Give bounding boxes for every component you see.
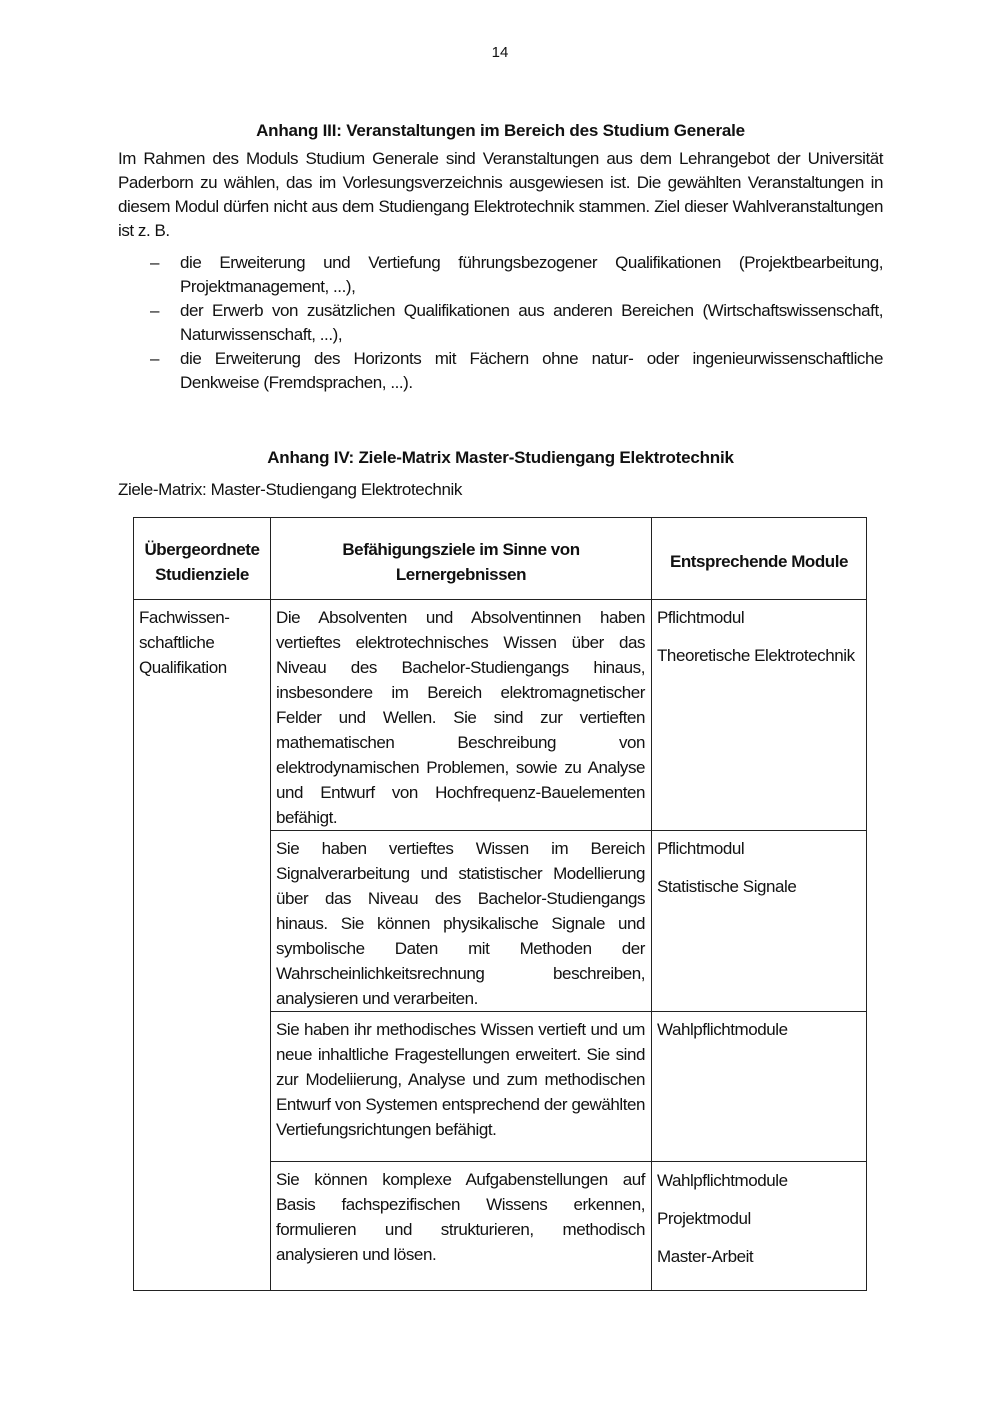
module-name: Theoretische Elektrotechnik	[657, 646, 855, 665]
modules-cell	[652, 600, 867, 831]
page-number: 14	[491, 44, 509, 61]
list-item-text: die Erweiterung und Vertiefung führungsbezogener Qualifikationen (Projektbearbeitung, Projektmanagement, ...),	[180, 253, 883, 296]
list-item	[118, 299, 883, 347]
list-item	[118, 347, 883, 395]
matrix-subtitle: Ziele-Matrix: Master-Studiengang Elektrotechnik	[118, 480, 463, 499]
modules-cell	[652, 1012, 867, 1162]
anhang-3-paragraph: Im Rahmen des Moduls Studium Generale sind Veranstaltungen aus dem Lehrangebot der Universität Paderborn zu wählen, das im Vorlesungsverzeichnis ausgewiesen ist. Die gewählten Veranstaltungen in diesem Modul dürfen nicht aus dem Studiengang Elektrotechnik stammen. Ziel dieser Wahlveranstaltungen ist z. B.	[118, 149, 883, 240]
module-name: Projektmodul	[657, 1209, 751, 1228]
module-name: Wahlpflichtmodule	[657, 1171, 788, 1190]
module-name: Statistische Signale	[657, 877, 797, 896]
header-studienziele: Übergeordnete Studienziele	[134, 518, 271, 600]
anhang-4-heading: Anhang IV: Ziele-Matrix Master-Studiengang Elektrotechnik	[267, 448, 734, 467]
list-item-text: die Erweiterung des Horizonts mit Fächern ohne natur- oder ingenieurwissenschaftliche Denkweise (Fremdsprachen, ...).	[180, 349, 883, 392]
anhang-3-bullet-list	[118, 251, 883, 395]
description-cell: Sie haben ihr methodisches Wissen vertieft und um neue inhaltliche Fragestellungen erweitert. Sie sind zur Modeliierung, Analyse und zum methodischen Entwurf von Systemen entsprechend der gewählten Vertiefungsrichtungen befähigt.	[271, 1012, 652, 1162]
bullet-dash: –	[150, 349, 160, 368]
anhang-4-section	[118, 445, 883, 502]
description-cell: Die Absolventen und Absolventinnen haben vertieftes elektrotechnisches Wissen über das Niveau des Bachelor-Studiengangs hinaus, insbesondere im Bereich elektromagnetischer Felder und Wellen. Sie sind zur vertieften mathematischen Beschreibung von elektrodynamischen Problemen, sowie zu Analyse und Entwurf von Hochfrequenz-Bauelementen befähigt.	[271, 600, 652, 831]
table-header-row	[134, 518, 867, 600]
module-name: Master-Arbeit	[657, 1247, 754, 1266]
description-cell: Sie haben vertieftes Wissen im Bereich Signalverarbeitung und statistischer Modellierung über das Niveau des Bachelor-Studiengangs hinaus. Sie können physikalische Signale und symbolische Daten mit Methoden der Wahrscheinlichkeitsrechnung beschreiben, analysieren und verarbeiten.	[271, 831, 652, 1012]
anhang-3-section	[118, 118, 883, 395]
table-row	[134, 600, 867, 831]
goal-cell: Fachwissen-schaftliche Qualifikation	[134, 600, 271, 1291]
description-cell: Sie können komplexe Aufgabenstellungen auf Basis fachspezifischen Wissens erkennen, formulieren und strukturieren, methodisch analysieren und lösen.	[271, 1162, 652, 1291]
modules-cell	[652, 831, 867, 1012]
header-befaehigungsziele: Befähigungsziele im Sinne von Lernergebnissen	[271, 518, 652, 600]
module-name: Pflichtmodul	[657, 839, 745, 858]
ziele-matrix-table	[133, 517, 867, 1291]
module-name: Wahlpflichtmodule	[657, 1020, 788, 1039]
bullet-dash: –	[150, 301, 160, 320]
bullet-dash: –	[150, 253, 160, 272]
header-module: Entsprechende Module	[652, 518, 867, 600]
list-item	[118, 251, 883, 299]
module-name: Pflichtmodul	[657, 608, 745, 627]
anhang-3-heading: Anhang III: Veranstaltungen im Bereich des Studium Generale	[256, 121, 745, 140]
modules-cell	[652, 1162, 867, 1291]
list-item-text: der Erwerb von zusätzlichen Qualifikationen aus anderen Bereichen (Wirtschaftswissenschaft, Naturwissenschaft, ...),	[180, 301, 883, 344]
